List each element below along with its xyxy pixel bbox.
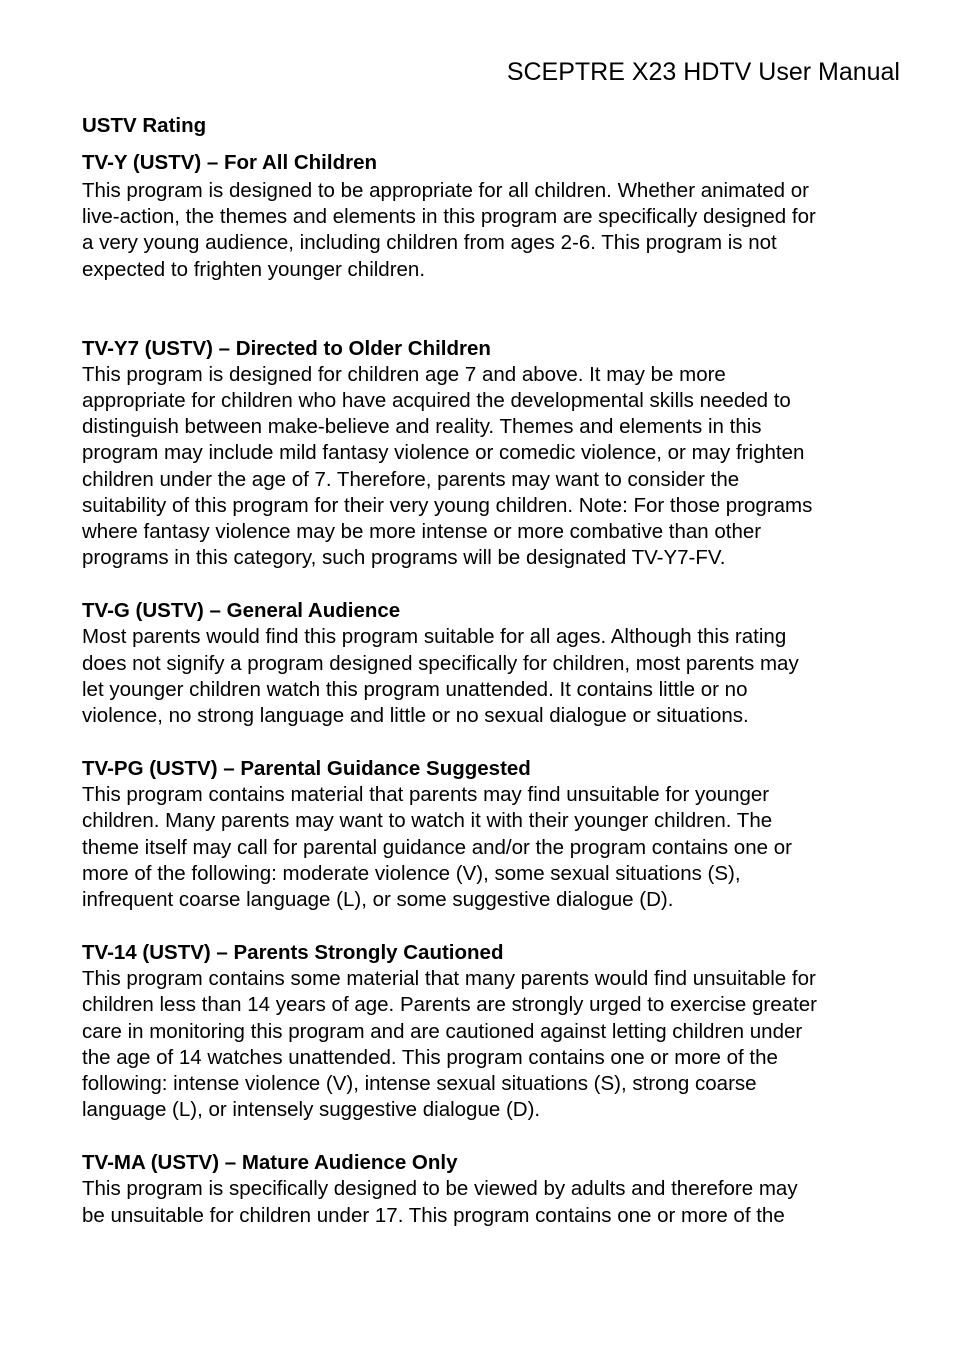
rating-heading: TV-14 (USTV) – Parents Strongly Cautioned xyxy=(82,941,504,965)
text-line: This program contains material that parents may find unsuitable for younger xyxy=(82,783,770,807)
rating-heading: TV-G (USTV) – General Audience xyxy=(82,599,401,623)
rating-tv-ma xyxy=(82,1150,902,1228)
text-line: language (L), or intensely suggestive dialogue (D). xyxy=(82,1098,541,1122)
rating-description xyxy=(82,362,902,572)
text-line: let younger children watch this program unattended. It contains little or no xyxy=(82,677,748,701)
text-line: theme itself may call for parental guidance and/or the program contains one or xyxy=(82,835,792,859)
section-title: USTV Rating xyxy=(82,114,207,137)
rating-tv-y xyxy=(82,148,902,283)
spacer xyxy=(82,283,902,336)
rating-heading: TV-Y7 (USTV) – Directed to Older Children xyxy=(82,336,491,360)
text-line: children less than 14 years of age. Parents are strongly urged to exercise greater xyxy=(82,993,817,1017)
text-line: the age of 14 watches unattended. This program contains one or more of the xyxy=(82,1045,778,1069)
rating-tv-g xyxy=(82,598,902,729)
text-line: This program is specifically designed to be viewed by adults and therefore may xyxy=(82,1177,798,1201)
rating-tv-y7 xyxy=(82,336,902,572)
rating-description xyxy=(82,1176,902,1228)
text-line: live-action, the themes and elements in this program are specifically designed for xyxy=(82,205,816,229)
spacer xyxy=(82,913,902,940)
page-header-title: SCEPTRE X23 HDTV User Manual xyxy=(506,58,900,86)
text-line: This program is designed for children age 7 and above. It may be more xyxy=(82,362,726,386)
text-line: where fantasy violence may be more intense or more combative than other xyxy=(82,520,762,544)
text-line: violence, no strong language and little or no sexual dialogue or situations. xyxy=(82,704,749,728)
text-line: expected to frighten younger children. xyxy=(82,257,426,281)
text-line: Most parents would find this program suitable for all ages. Although this rating xyxy=(82,625,787,649)
spacer xyxy=(82,571,902,598)
rating-description xyxy=(82,782,902,913)
text-line: suitability of this program for their very young children. Note: For those programs xyxy=(82,493,813,517)
text-line: more of the following: moderate violence (V), some sexual situations (S), xyxy=(82,861,741,885)
text-line: a very young audience, including children from ages 2-6. This program is not xyxy=(82,231,777,255)
text-line: appropriate for children who have acquired the developmental skills needed to xyxy=(82,389,791,413)
rating-description xyxy=(82,966,902,1123)
spacer xyxy=(82,729,902,756)
text-line: program may include mild fantasy violence or comedic violence, or may frighten xyxy=(82,441,805,465)
text-line: following: intense violence (V), intense sexual situations (S), strong coarse xyxy=(82,1072,757,1096)
rating-description xyxy=(82,178,902,283)
text-line: programs in this category, such programs will be designated TV-Y7-FV. xyxy=(82,546,726,570)
text-line: care in monitoring this program and are cautioned against letting children under xyxy=(82,1019,803,1043)
text-line: distinguish between make-believe and reality. Themes and elements in this xyxy=(82,415,762,439)
text-line: This program is designed to be appropriate for all children. Whether animated or xyxy=(82,179,809,202)
rating-tv-14 xyxy=(82,940,902,1123)
text-line: infrequent coarse language (L), or some suggestive dialogue (D). xyxy=(82,888,674,912)
text-line: This program contains some material that many parents would find unsuitable for xyxy=(82,967,816,991)
rating-tv-pg xyxy=(82,756,902,913)
text-line: children under the age of 7. Therefore, parents may want to consider the xyxy=(82,467,740,491)
rating-description xyxy=(82,624,902,729)
spacer xyxy=(82,1123,902,1150)
text-line: children. Many parents may want to watch it with their younger children. The xyxy=(82,809,773,833)
rating-heading: TV-Y (USTV) – For All Children xyxy=(82,151,377,174)
rating-heading: TV-MA (USTV) – Mature Audience Only xyxy=(82,1151,458,1175)
text-line: be unsuitable for children under 17. This program contains one or more of the xyxy=(82,1203,785,1227)
text-line: does not signify a program designed specifically for children, most parents may xyxy=(82,651,799,675)
manual-content xyxy=(82,112,902,1229)
rating-heading: TV-PG (USTV) – Parental Guidance Suggested xyxy=(82,757,531,781)
